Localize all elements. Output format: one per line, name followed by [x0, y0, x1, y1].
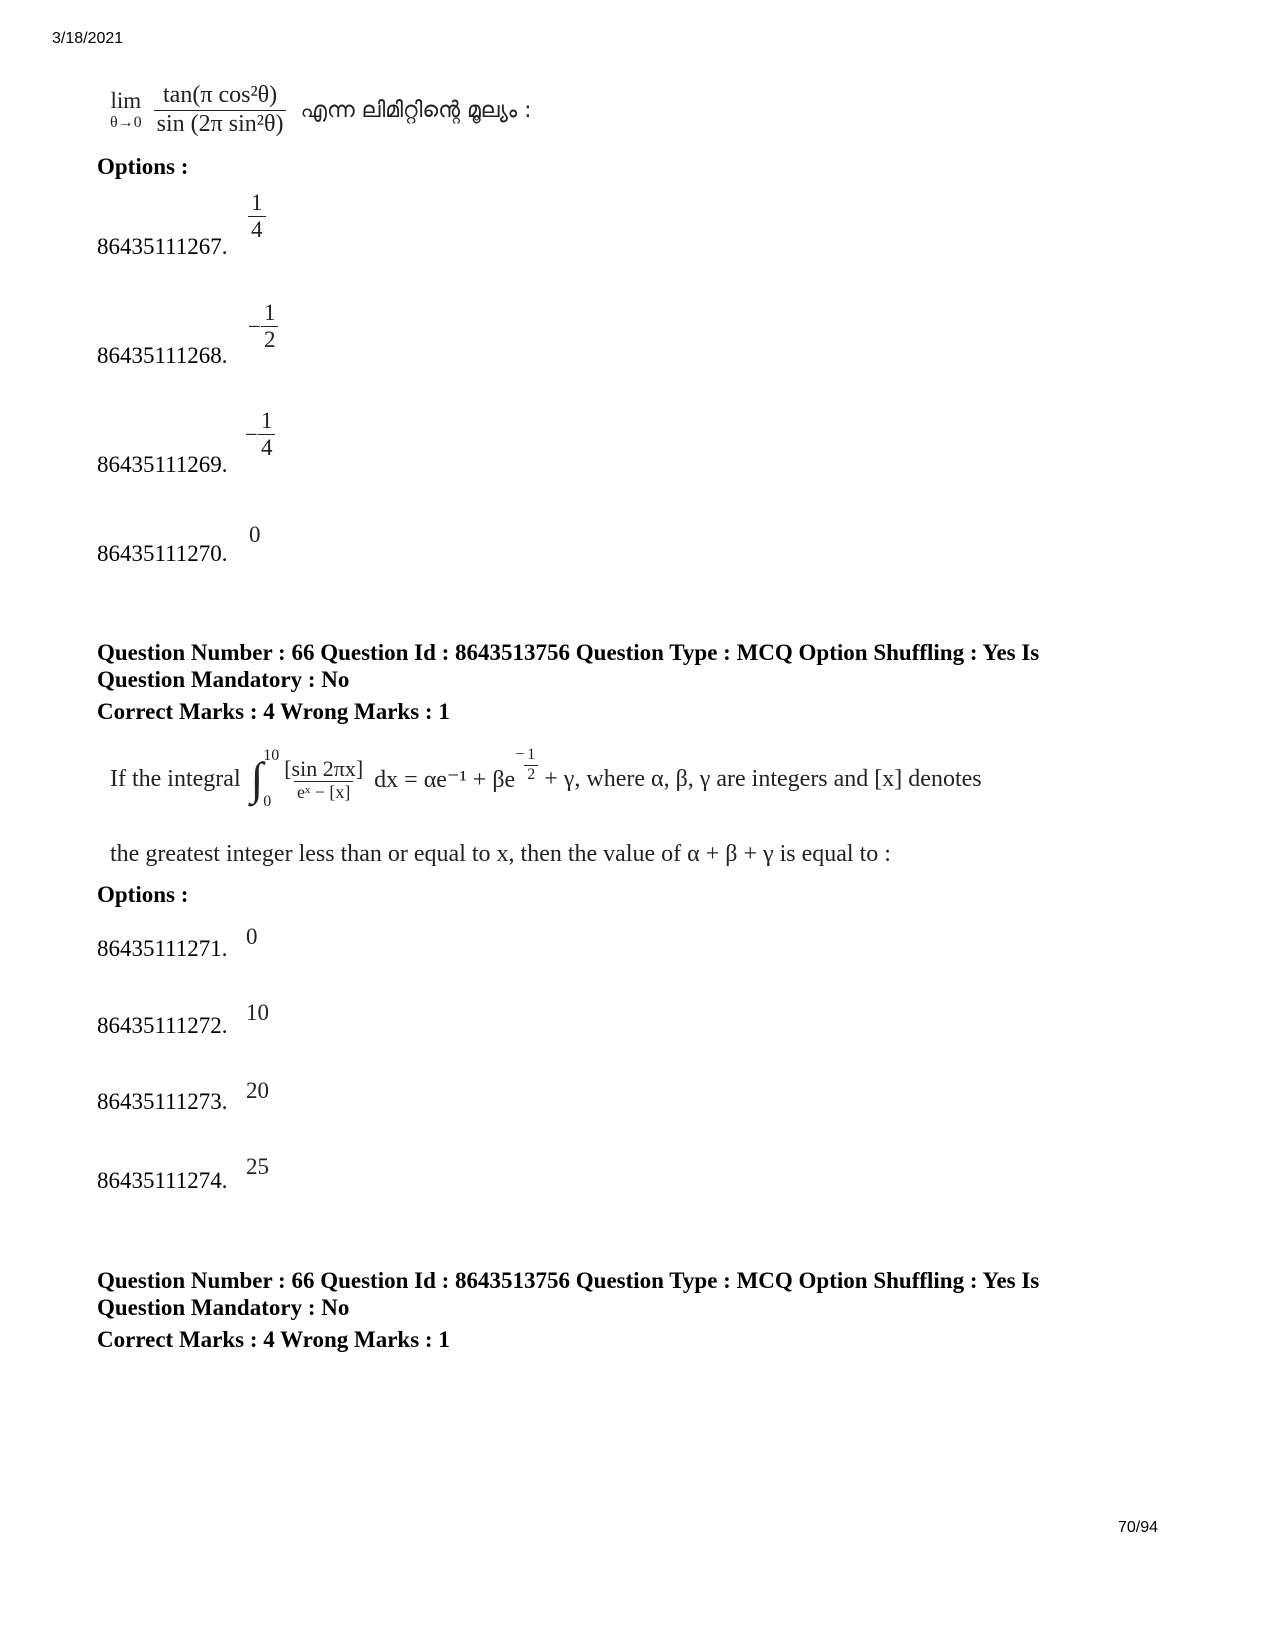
print-date: 3/18/2021	[52, 30, 124, 47]
integral-expression: ∫ 10 0 $\frac{[\sin 2\pi x]}{\text{eˣ − [x]}}$	[251, 747, 367, 811]
question-marks: Correct Marks : 4 Wrong Marks : 1	[97, 1327, 450, 1352]
option-id: 86435111274.	[97, 1168, 228, 1193]
exponent-fraction: − $\frac{1}{2}$	[515, 746, 538, 784]
limit-numerator: tan(π cos²θ)	[163, 81, 278, 108]
option-id: 86435111271.	[97, 936, 228, 961]
option-id: 86435111269.	[97, 452, 228, 477]
option-id: 86435111270.	[97, 541, 228, 566]
question-66-stem: If the integral ∫ 10 0 $\frac{[\sin 2\pi x]}{\text{eˣ − [x]}}$ dx = αe⁻¹ + βe − $\frac{1}{2}$ + γ, where α, β, γ are integers and [x] denotes	[110, 746, 982, 810]
question-66-stem-line2: the greatest integer less than or equal to x, then the value of α + β + γ is equal to :	[110, 841, 891, 867]
option-value: 25	[246, 1154, 269, 1179]
question-mandatory: Question Mandatory : No	[97, 667, 350, 692]
options-label: Options :	[97, 154, 189, 179]
limit-fraction	[154, 82, 287, 138]
integral-sign-icon: ∫	[250, 753, 264, 804]
option-id: 86435111273.	[97, 1089, 228, 1114]
option-value: 0	[249, 522, 261, 547]
option-value: − $\frac{1}{4}$	[245, 408, 275, 462]
options-label: Options :	[97, 882, 189, 907]
option-value: 10	[246, 1000, 269, 1025]
option-id: 86435111272.	[97, 1013, 228, 1038]
option-id: 86435111268.	[97, 343, 228, 368]
option-value: − $\frac{1}{2}$	[248, 300, 278, 354]
option-id: 86435111267.	[97, 234, 228, 259]
integrand-fraction: $\frac{[\sin 2\pi x]}{\text{eˣ − [x]}}$	[284, 755, 364, 802]
limit-denominator: sin (2π sin²θ)	[154, 110, 287, 139]
question-marks: Correct Marks : 4 Wrong Marks : 1	[97, 699, 450, 724]
option-value: 20	[246, 1078, 269, 1103]
question-65-stem	[110, 70, 532, 150]
malayalam-question-text: എന്ന ലിമിറ്റിന്റെ മൂല്യം :	[300, 97, 532, 123]
question-meta: Question Number : 66 Question Id : 8643513756 Question Type : MCQ Option Shuffling : Yes Is	[97, 640, 1040, 665]
question-mandatory: Question Mandatory : No	[97, 1295, 350, 1320]
limit-operator: lim θ→0	[110, 88, 142, 131]
option-value: $\frac{1}{4}$	[248, 190, 266, 244]
question-meta: Question Number : 66 Question Id : 8643513756 Question Type : MCQ Option Shuffling : Yes Is	[97, 1268, 1040, 1293]
option-value: 0	[246, 924, 258, 949]
page-number: 70/94	[1118, 1519, 1159, 1536]
